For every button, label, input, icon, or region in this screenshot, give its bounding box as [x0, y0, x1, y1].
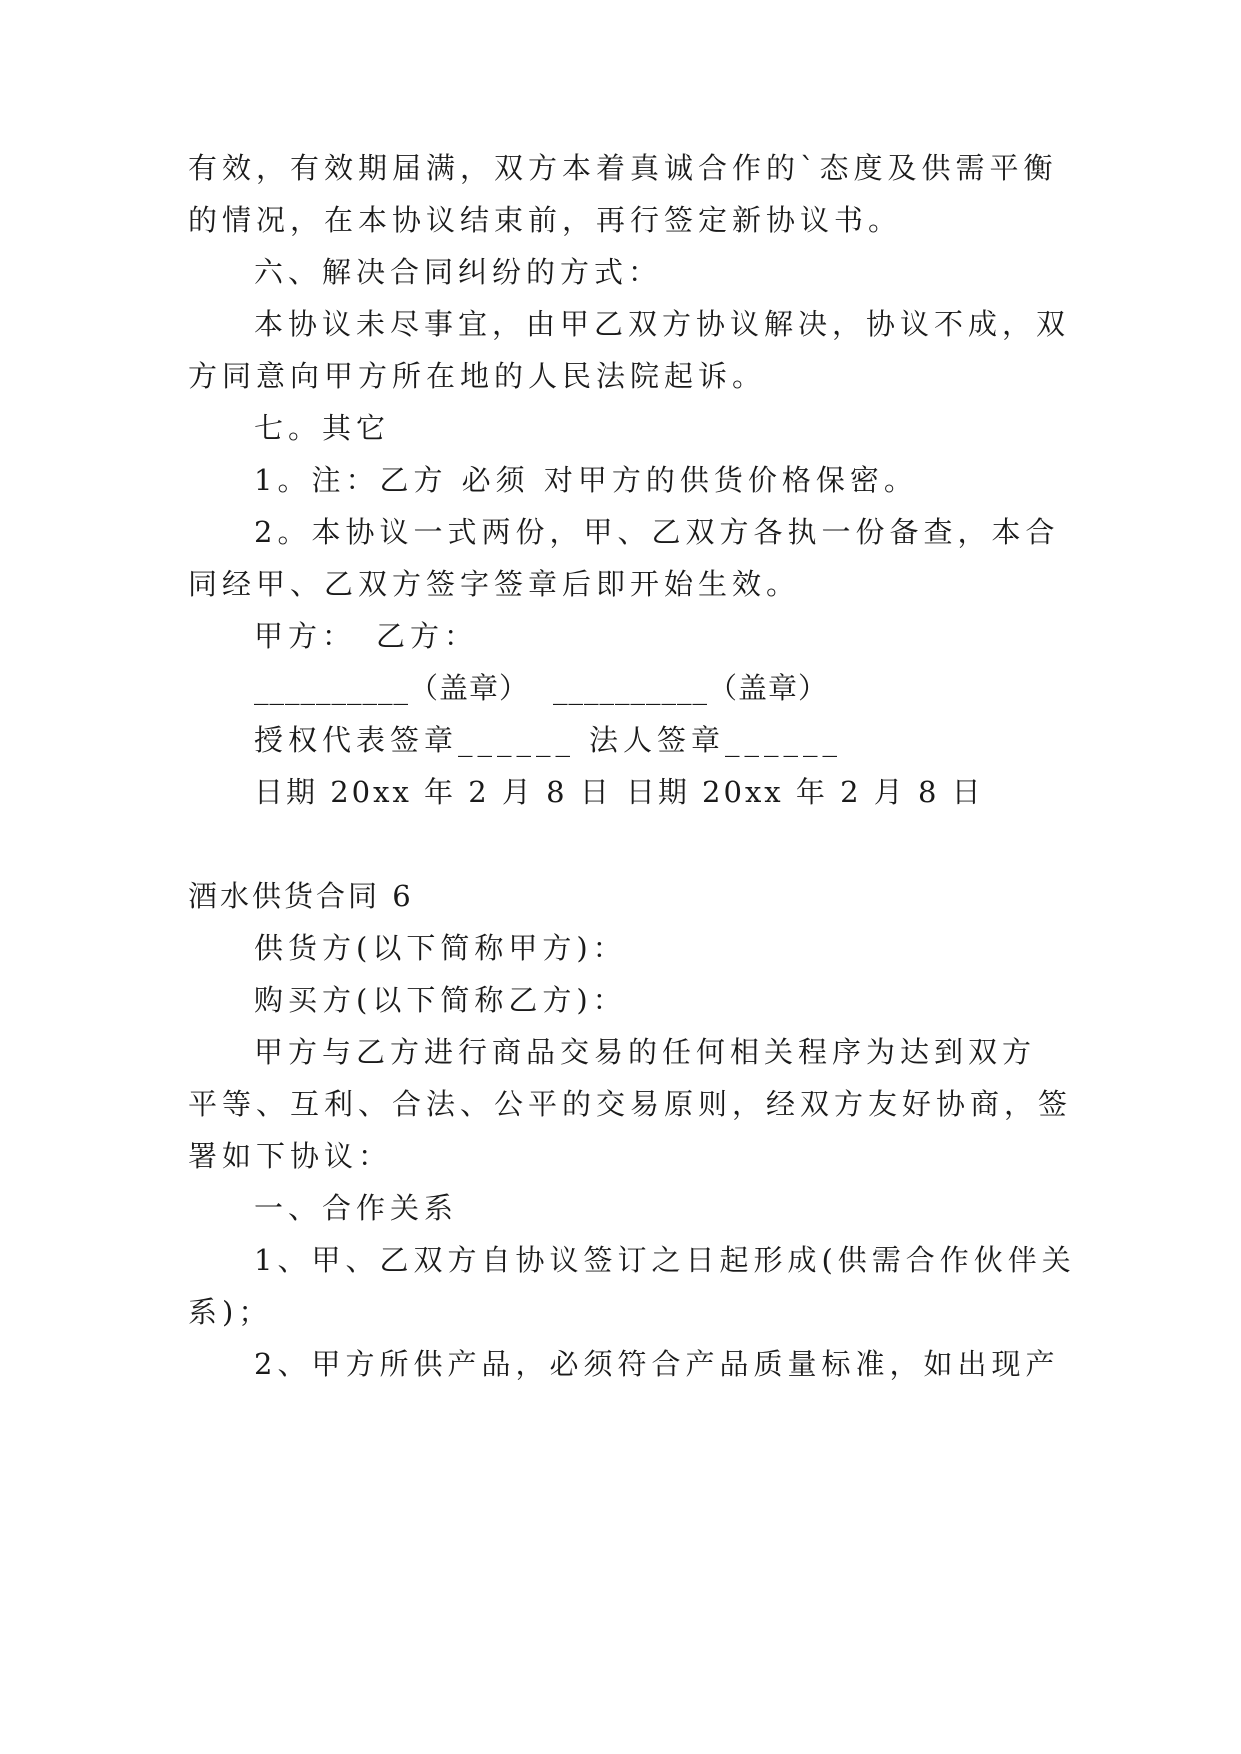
contract6-buyer: 购买方(以下简称乙方)：: [254, 983, 627, 1017]
contract6-section1-heading: 一、合作关系: [254, 1191, 459, 1225]
authorized-rep-sign: 授权代表签章______: [254, 723, 576, 757]
party-a-label: 甲方：: [254, 619, 357, 653]
contract6-title: 酒水供货合同 6: [188, 879, 414, 913]
legal-rep-sign: 法人签章______: [589, 723, 843, 757]
date-a: 日期 20xx 年 2 月 8 日: [254, 775, 612, 809]
contract6-supplier: 供货方(以下简称甲方)：: [254, 931, 627, 965]
section6-body-line-2: 方同意向甲方所在地的人民法院起诉。: [188, 359, 767, 393]
contract6-preamble-line-3: 署如下协议：: [188, 1139, 393, 1173]
contract6-preamble-line-2: 平等、互利、合法、公平的交易原则，经双方友好协商，签: [188, 1087, 1073, 1121]
section7-item-2-line-1: 2。本协议一式两份，甲、乙双方各执一份备查，本合: [254, 515, 1060, 549]
section7-heading: 七。其它: [254, 411, 391, 445]
contract6-item-1-line-1: 1、甲、乙双方自协议签订之日起形成(供需合作伙伴关: [254, 1243, 1076, 1277]
section7-item-2-line-2: 同经甲、乙双方签字签章后即开始生效。: [188, 567, 801, 601]
signature-dates: [254, 772, 984, 812]
date-b: 日期 20xx 年 2 月 8 日: [625, 775, 984, 809]
seal-b: __________（盖章）: [553, 671, 829, 705]
signature-parties: [254, 616, 478, 656]
section6-body-line-1: 本协议未尽事宜，由甲乙双方协议解决，协议不成，双: [254, 307, 1071, 341]
section6-heading: 六、解决合同纠纷的方式：: [254, 255, 663, 289]
section5-tail-line-2: 的情况，在本协议结束前，再行签定新协议书。: [188, 203, 903, 237]
party-b-label: 乙方：: [376, 619, 479, 653]
seal-a: __________（盖章）: [254, 671, 530, 705]
section7-item-1: 1。注：乙方 必须 对甲方的供货价格保密。: [254, 463, 918, 497]
signature-seals: [254, 668, 828, 708]
signature-sign-lines: [254, 720, 842, 760]
section5-tail-line-1: 有效，有效期届满，双方本着真诚合作的`态度及供需平衡: [188, 151, 1058, 185]
contract6-preamble-line-1: 甲方与乙方进行商品交易的任何相关程序为达到双方: [254, 1035, 1037, 1069]
contract6-item-2: 2、甲方所供产品，必须符合产品质量标准，如出现产: [254, 1347, 1060, 1381]
contract6-item-1-line-2: 系)；: [188, 1295, 273, 1329]
